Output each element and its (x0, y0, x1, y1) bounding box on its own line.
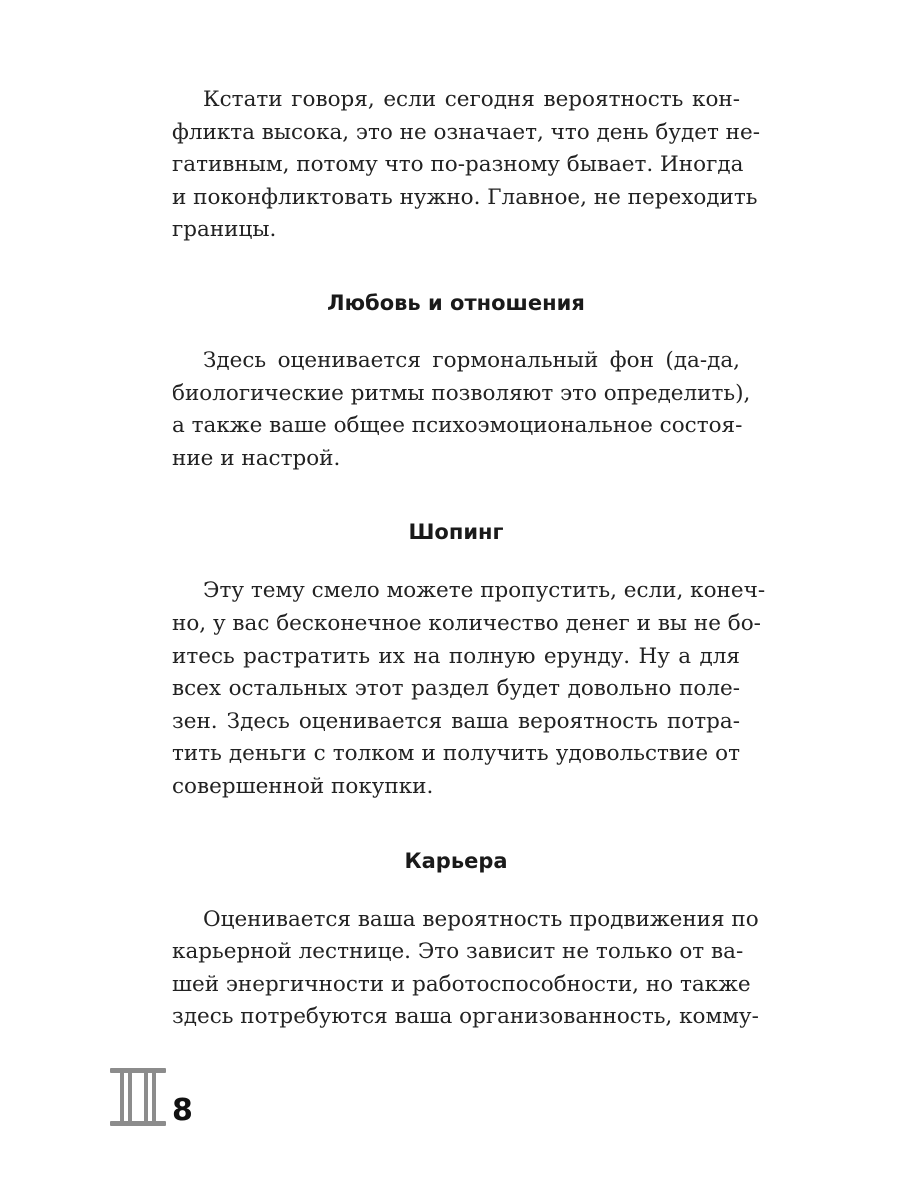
text-line: здесь потребуются ваша организованность, комму- (172, 1004, 759, 1030)
gemini-icon (108, 1066, 168, 1128)
text-line: гативным, потому что по-разному бывает. Иногда (172, 152, 744, 178)
section-heading-love: Любовь и отношения (327, 290, 585, 315)
text-line: а также ваше общее психоэмоциональное состоя- (172, 413, 743, 439)
text-line: совершенной покупки. (172, 773, 434, 799)
text-line: биологические ритмы позволяют это определить), (172, 380, 751, 406)
page-number: 8 (172, 1093, 193, 1128)
text-line: шей энергичности и работоспособности, но также (172, 971, 751, 997)
paragraph-shopping (172, 575, 766, 803)
text-line: тить деньги с толком и получить удовольствие от (172, 741, 740, 767)
section-heading-shopping: Шопинг (408, 520, 504, 545)
section-heading-career: Карьера (404, 848, 508, 873)
text-line: карьерной лестнице. Это зависит не только от ва- (172, 939, 744, 965)
text-line: Эту тему смело можете пропустить, если, конеч- (203, 578, 766, 604)
page-footer (108, 1064, 193, 1128)
paragraph-career (172, 904, 759, 1034)
text-line: Здесь оценивается гормональный фон (да-да, (203, 347, 740, 373)
text-line: и поконфликтовать нужно. Главное, не переходить (172, 184, 758, 210)
text-line: итесь растратить их на полную ерунду. Ну а для (172, 643, 740, 669)
text-line: Оценивается ваша вероятность продвижения по (203, 906, 759, 932)
text-line: ние и настрой. (172, 445, 341, 471)
paragraph-conflict (172, 84, 760, 247)
page-body (172, 84, 766, 1034)
text-line: фликта высока, это не означает, что день будет не- (172, 119, 760, 145)
paragraph-love (172, 345, 751, 475)
text-line: всех остальных этот раздел будет довольно поле- (172, 676, 740, 702)
text-line: границы. (172, 217, 277, 243)
text-line: но, у вас бесконечное количество денег и вы не бо- (172, 610, 761, 636)
text-line: зен. Здесь оценивается ваша вероятность потра- (172, 708, 740, 734)
text-line: Кстати говоря, если сегодня вероятность кон- (203, 87, 740, 112)
